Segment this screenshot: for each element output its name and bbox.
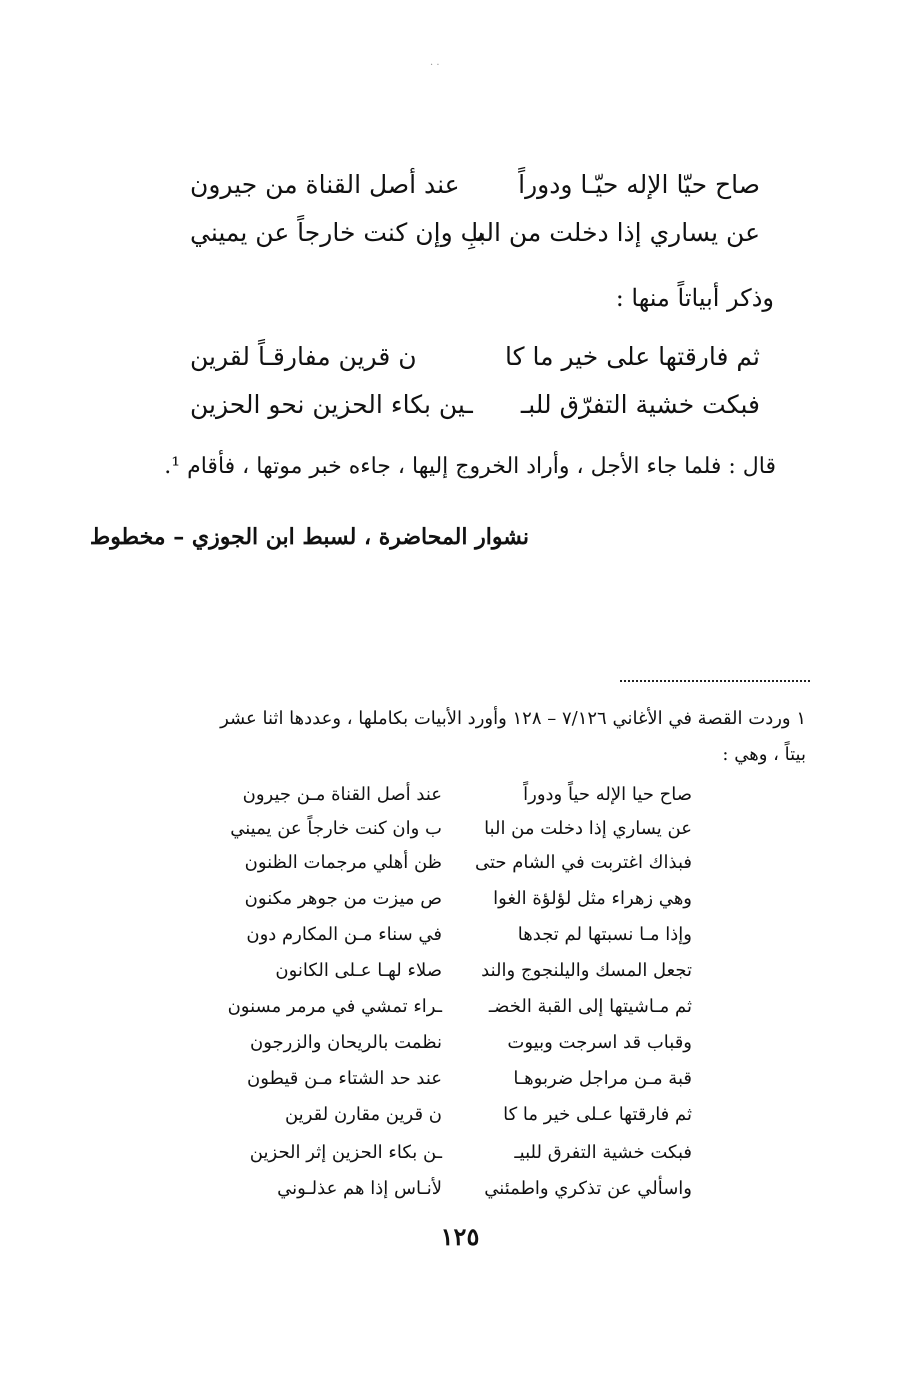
fn-verse-7-ajz: ـراء تمشي في مرمر مسنون	[227, 996, 442, 1017]
fn-verse-12	[242, 1178, 692, 1204]
verse-1-sadr: صاح حيّا الإله حيّـا ودوراً	[518, 170, 760, 199]
fn-verse-4	[242, 888, 692, 914]
verse-2-ajz: بِ وإن كنت خارجاً عن يميني	[190, 218, 485, 247]
fn-verse-1-ajz: عند أصل القناة مـن جيرون	[242, 784, 442, 805]
fn-verse-12-sadr: واسألي عن تذكري واطمئني	[484, 1178, 692, 1199]
fn-verse-2-sadr: عن يساري إذا دخلت من البا	[484, 818, 692, 839]
fn-verse-1-sadr: صاح حيا الإله حياً ودوراً	[523, 784, 692, 805]
verse-1	[190, 170, 760, 204]
fn-verse-6-sadr: تجعل المسك واليلنجوج والند	[481, 960, 692, 981]
narration: قال : فلما جاء الأجل ، وأراد الخروج إليها ، جاءه خبر موتها ، فأقام ¹.	[164, 454, 776, 479]
footnote-separator	[620, 680, 810, 682]
print-speck: · ·	[430, 60, 440, 71]
verse-1-ajz: عند أصل القناة من جيرون	[190, 170, 460, 199]
fn-verse-5	[242, 924, 692, 950]
fn-verse-12-ajz: لأنـاس إذا هم عذلـوني	[277, 1178, 442, 1199]
fn-verse-9-sadr: قبة مـن مراجل ضربوهـا	[513, 1068, 692, 1089]
fn-verse-8-ajz: نظمت بالريحان والزرجون	[250, 1032, 442, 1053]
fn-verse-5-ajz: في سناء مـن المكارم دون	[246, 924, 442, 945]
verse-3-ajz: ن قرين مفارقـاً لقرين	[190, 342, 417, 371]
fn-verse-11-sadr: فبكت خشية التفرق للبيـ	[514, 1142, 692, 1163]
fn-verse-11	[242, 1142, 692, 1168]
fn-verse-10-sadr: ثم فارقتها عـلى خير ما كا	[503, 1104, 692, 1125]
footnote-line-2: بيتاً ، وهي :	[722, 744, 806, 765]
fn-verse-3-ajz: ظن أهلي مرجمات الظنون	[244, 852, 442, 873]
verse-4-ajz: ـين بكاء الحزين نحو الحزين	[190, 390, 473, 419]
verse-4-sadr: فبكت خشية التفرّق للبـ	[520, 390, 760, 419]
fn-verse-10	[242, 1104, 692, 1130]
fn-verse-3	[242, 852, 692, 878]
fn-verse-4-sadr: وهي زهراء مثل لؤلؤة الغوا	[493, 888, 692, 909]
fn-verse-7-sadr: ثم مـاشيتها إلى القبة الخضـ	[488, 996, 692, 1017]
verse-2	[190, 218, 760, 252]
verse-3	[190, 342, 760, 376]
verse-3-sadr: ثم فارقتها على خير ما كا	[505, 342, 760, 371]
fn-verse-8	[242, 1032, 692, 1058]
fn-verse-3-sadr: فبذاك اغتربت في الشام حتى	[474, 852, 692, 873]
footnote-line-1: ١ وردت القصة في الأغاني ٧/١٢٦ – ١٢٨ وأورد الأبيات بكاملها ، وعددها اثنا عشر	[220, 708, 806, 729]
fn-verse-9-ajz: عند حد الشتاء مـن قيطون	[247, 1068, 442, 1089]
page-number: ١٢٥	[440, 1222, 480, 1251]
source-citation: نشوار المحاضرة ، لسبط ابن الجوزي – مخطوط	[89, 524, 529, 550]
fn-verse-10-ajz: ن قرين مقارن لقرين	[284, 1104, 442, 1125]
fn-verse-1	[242, 784, 692, 810]
fn-verse-4-ajz: ص ميزت من جوهر مكنون	[244, 888, 442, 909]
fn-verse-6-ajz: صلاء لهـا عـلى الكانون	[275, 960, 442, 981]
fn-verse-7	[227, 996, 692, 1022]
fn-verse-5-sadr: وإذا مـا نسبتها لم تجدها	[517, 924, 692, 945]
intro-line: وذكر أبياتاً منها :	[615, 284, 774, 312]
verse-4	[190, 390, 760, 424]
fn-verse-2	[230, 818, 692, 844]
fn-verse-11-ajz: ـن بكاء الحزين إثر الحزين	[249, 1142, 442, 1163]
fn-verse-2-ajz: ب وان كنت خارجاً عن يميني	[230, 818, 442, 839]
fn-verse-8-sadr: وقباب قد اسرجت وبيوت	[507, 1032, 692, 1053]
verse-2-sadr: عن يساري إذا دخلت من البا	[471, 218, 760, 247]
fn-verse-6	[242, 960, 692, 986]
fn-verse-9	[242, 1068, 692, 1094]
